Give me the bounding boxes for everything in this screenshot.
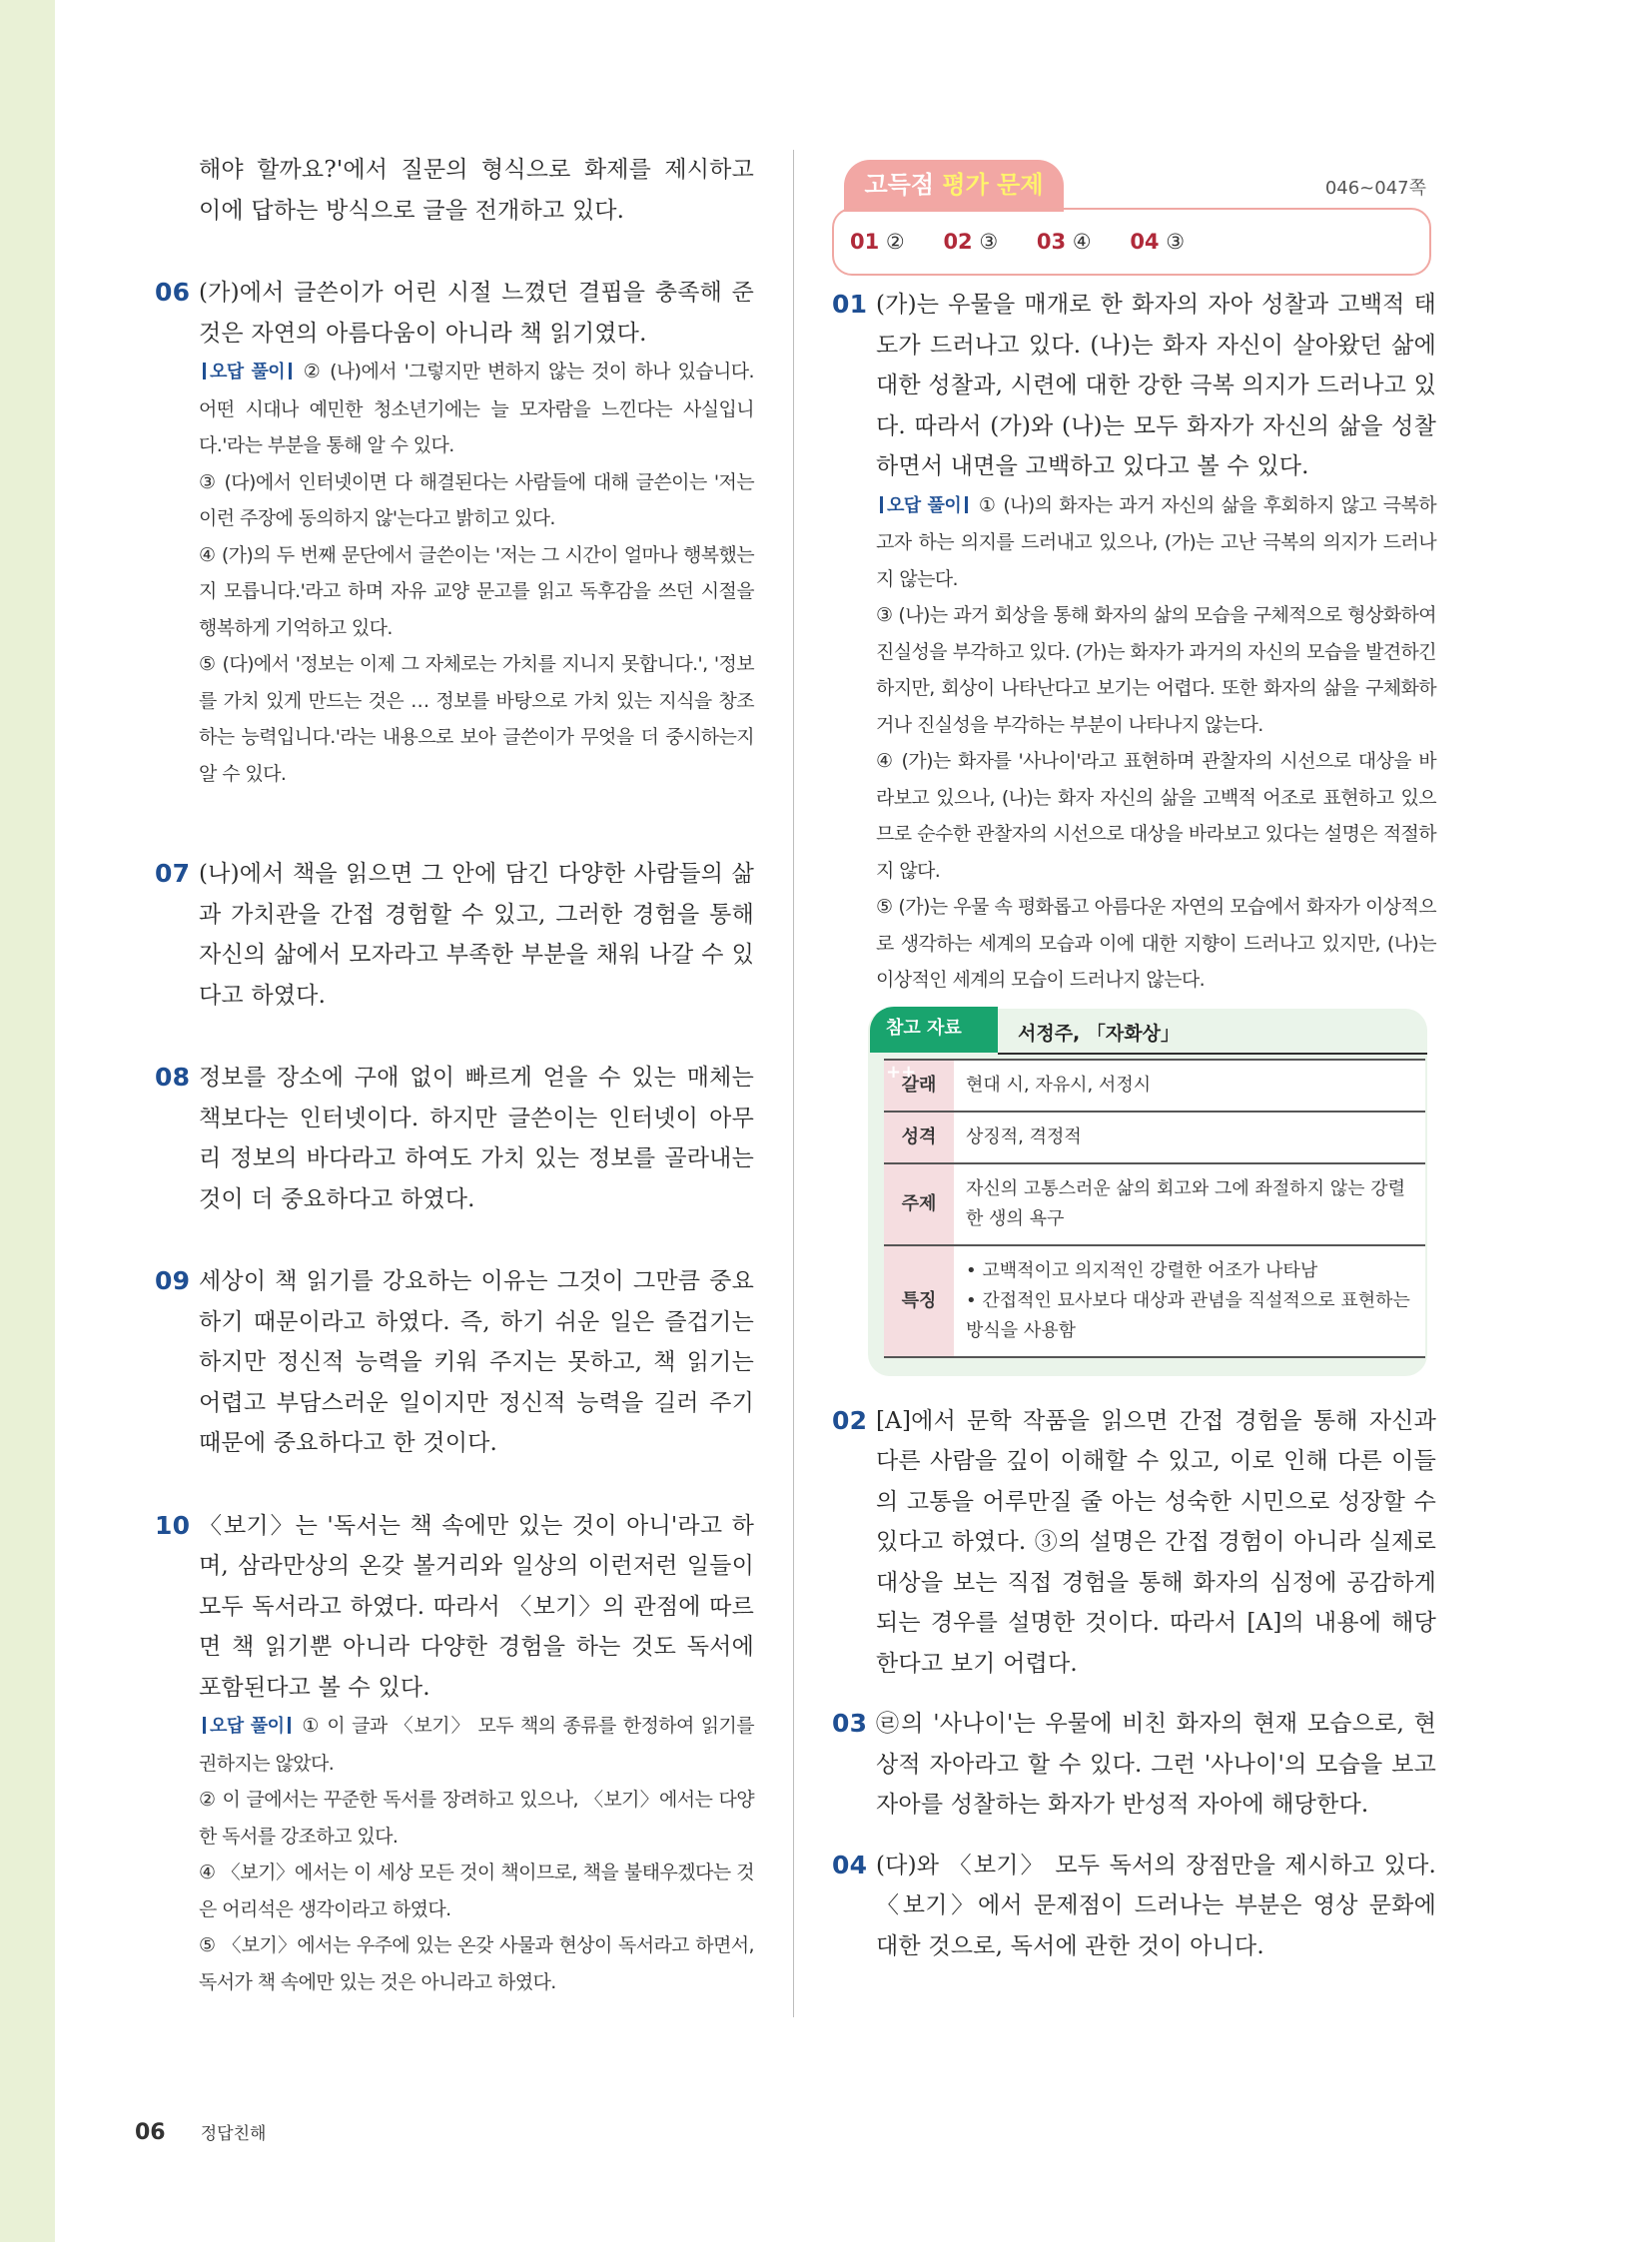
table-row [884,1060,1425,1112]
answer-text: (가)에서 글쓴이가 어린 시절 느꼈던 결핍을 충족해 준 것은 자연의 아름다움이 아니라 책 읽기였다. [199,280,754,347]
answer-number: 10 [155,1510,191,1540]
answer-key-item: 01 ② [850,230,905,254]
answer-05-continued [155,150,754,231]
answer-text: (다)와 〈보기〉 모두 독서의 장점만을 제시하고 있다. 〈보기〉에서 문제점이 드러나는 부분은 영상 문화에 대한 것으로, 독서에 관한 것이 아니다. [876,1852,1436,1959]
answer-r02 [832,1401,1436,1685]
answer-key-item: 03 ④ [1036,230,1092,254]
left-margin-band [0,0,55,2242]
row-heading: 특징 [884,1245,954,1357]
note-item: ③ (나)는 과거 회상을 통해 화자의 삶의 모습을 구체적으로 형상화하여 진실성을 부각하고 있다. (가)는 화자가 과거의 자신의 모습을 발견하긴 하지만, 회상이 나타난다고 보기는 어렵다. 또한 화자의 삶을 구체화하거나 진실성을 부각하는 부분이 나타나지 않는다. [876,604,1436,736]
note-item: ⑤ (다)에서 '정보는 이제 그 자체로는 가치를 지니지 못합니다.', '정보를 가치 있게 만드는 것은 … 정보를 바탕으로 가치 있는 지식을 창조하는 능력입니다.'라는 내용으로 보아 글쓴이가 무엇을 더 중시하는지 알 수 있다. [199,653,754,785]
note-item: ⑤ (가)는 우물 속 평화롭고 아름다운 자연의 모습에서 화자가 이상적으로 생각하는 세계의 모습과 이에 대한 지향이 드러나고 있지만, (나)는 이상적인 세계의 모습이 드러나지 않는다. [876,896,1436,991]
answer-number: 09 [155,1266,191,1295]
answer-text: 〈보기〉는 '독서는 책 속에만 있는 것이 아니'라고 하며, 삼라만상의 온갖 볼거리와 일상의 이런저런 일들이 모두 독서라고 하였다. 따라서 〈보기〉의 관점에 따르면 책 읽기뿐 아니라 다양한 경험을 하는 것도 독서에 포함된다고 볼 수 있다. [199,1512,754,1701]
section-name: 정답친해 [200,2124,267,2144]
list-item: • 고백적이고 의지적인 강렬한 어조가 나타남 [966,1259,1318,1281]
page-number: 06 [135,2120,166,2145]
right-column [832,160,1436,1966]
note-item: ④ (가)의 두 번째 문단에서 글쓴이는 '저는 그 시간이 얼마나 행복했는지 모릅니다.'라고 하며 자유 교양 문고를 읽고 독후감을 쓰던 시절을 행복하게 기억하고 있다. [199,543,754,639]
answer-06 [155,273,754,792]
answer-r04 [832,1846,1436,1967]
section-title: 고득점 평가 문제 [844,160,1064,212]
note-item: ④ (가)는 화자를 '사나이'라고 표현하며 관찰자의 시선으로 대상을 바라보고 있으나, (나)는 화자 자신의 삶을 고백적 어조로 표현하고 있으므로 순수한 관찰자의 시선으로 대상을 바라보고 있다는 설명은 적절하지 않다. [876,750,1436,882]
answer-number: 07 [155,859,191,888]
answer-r03 [832,1704,1436,1826]
reference-title-rule [998,1053,1427,1055]
answer-text: (나)에서 책을 읽으면 그 안에 담긴 다양한 사람들의 삶과 가치관을 간접 경험할 수 있고, 그러한 경험을 통해 자신의 삶에서 모자라고 부족한 부분을 채워 나갈 수 있다고 하였다. [199,861,754,1009]
row-heading: 성격 [884,1112,954,1163]
note-item: ② 이 글에서는 꾸준한 독서를 장려하고 있으나, 〈보기〉에서는 다양한 독서를 강조하고 있다. [199,1789,754,1848]
answer-number: 08 [155,1063,191,1092]
answer-text: 세상이 책 읽기를 강요하는 이유는 그것이 그만큼 중요하기 때문이라고 하였다. 즉, 하기 쉬운 일은 즐겁기는 하지만 정신적 능력을 키워 주지는 못하고, 책 읽기는 어렵고 부담스러운 일이지만 정신적 능력을 길러 주기 때문에 중요하다고 한 것이다. [199,1268,754,1456]
wrong-answer-notes: 오답 풀이 ① (나)의 화자는 과거 자신의 삶을 후회하지 않고 극복하고자 하는 의지를 드러내고 있으나, (가)는 고난 극복의 의지가 드러나지 않는다. ③ (나)는 과거 회상을 통해 화자의 삶의 모습을 구체적으로 형상화하여 진실성을 부각하고 있다. (가)는 화자가 과거의 자신의 모습을 발견하긴 하지만, 회상이 나타난다고 보기는 어렵다. 또한 화자의 삶을 구체화하거나 진실성을 부각하는 부분이 나타나지 않는다. ④ (가)는 화자를 '사나이'라고 표현하며 관찰자의 시선으로 대상을 바라보고 있으나, (나)는 화자 자신의 삶을 고백적 어조로 표현하고 있으므로 순수한 관찰자의 시선으로 대상을 바라보고 있다는 설명은 적절하지 않다. ⑤ (가)는 우물 속 평화롭고 아름다운 자연의 모습에서 화자가 이상적으로 생각하는 세계의 모습과 이에 대한 지향이 드러나고 있지만, (나)는 이상적인 세계의 모습이 드러나지 않는다. [876,487,1436,999]
page-range: 046~047쪽 [1324,178,1426,199]
answer-text: 정보를 장소에 구애 없이 빠르게 얻을 수 있는 매체는 책보다는 인터넷이다. 하지만 글쓴이는 인터넷이 아무리 정보의 바다라고 하여도 가치 있는 정보를 골라내는 것이 더 중요하다고 하였다. [199,1065,754,1212]
note-item: ③ (다)에서 인터넷이면 다 해결된다는 사람들에 대해 글쓴이는 '저는 이런 주장에 동의하지 않'는다고 밝히고 있다. [199,470,754,529]
reference-table [884,1059,1425,1358]
answer-08 [155,1058,754,1219]
answer-key-item: 02 ③ [943,230,999,254]
row-heading: 주제 [884,1163,954,1245]
reference-box [868,1009,1427,1376]
answer-09 [155,1261,754,1464]
table-row [884,1112,1425,1163]
wrong-answer-tag: 오답 풀이 [199,1716,295,1737]
answer-07 [155,854,754,1016]
table-row [884,1163,1425,1245]
wrong-answer-notes: 오답 풀이 ② (나)에서 '그렇지만 변하지 않는 것이 하나 있습니다. 어떤 시대나 예민한 청소년기에는 늘 모자람을 느낀다는 사실입니다.'라는 부분을 통해 알 수 있다. ③ (다)에서 인터넷이면 다 해결된다는 사람들에 대해 글쓴이는 '저는 이런 주장에 동의하지 않'는다고 밝히고 있다. ④ (가)의 두 번째 문단에서 글쓴이는 '저는 그 시간이 얼마나 행복했는지 모릅니다.'라고 하며 자유 교양 문고를 읽고 독후감을 쓰던 시절을 행복하게 기억하고 있다. ⑤ (다)에서 '정보는 이제 그 자체로는 가치를 지니지 못합니다.', '정보를 가치 있게 만드는 것은 … 정보를 바탕으로 가치 있는 지식을 창조하는 능력입니다.'라는 내용으로 보아 글쓴이가 무엇을 더 중시하는지 알 수 있다. [199,354,754,792]
answer-number: 06 [155,278,191,307]
left-column [155,150,754,2000]
answer-number: 02 [832,1405,868,1435]
answer-number: 04 [832,1850,868,1879]
answer-r01 [832,285,1436,999]
answer-10 [155,1506,754,2001]
note-item: ④ 〈보기〉에서는 이 세상 모든 것이 책이므로, 책을 불태우겠다는 것은 어리석은 생각이라고 하였다. [199,1862,754,1920]
answer-text: 해야 할까요?'에서 질문의 형식으로 화제를 제시하고 이에 답하는 방식으로 글을 전개하고 있다. [199,157,754,224]
row-value [954,1245,1425,1357]
answer-key-box [832,208,1431,276]
note-item: ⑤ 〈보기〉에서는 우주에 있는 온갖 사물과 현상이 독서라고 하면서, 독서가 책 속에만 있는 것은 아니라고 하였다. [199,1934,754,1993]
answer-text: [A]에서 문학 작품을 읽으면 간접 경험을 통해 자신과 다른 사람을 깊이 이해할 수 있고, 이로 인해 다른 이들의 고통을 어루만질 줄 아는 성숙한 시민으로 성장할 수 있다고 하였다. ③의 설명은 간접 경험이 아니라 실제로 대상을 보는 직접 경험을 통해 화자의 심정에 공감하게 되는 경우를 설명한 것이다. 따라서 [A]의 내용에 해당한다고 보기 어렵다. [876,1407,1436,1677]
answer-key-item: 04 ③ [1130,230,1186,254]
wrong-answer-tag: 오답 풀이 [876,495,972,516]
row-value: 상징적, 격정적 [954,1112,1425,1163]
column-divider [793,150,794,2017]
answer-text: (가)는 우물을 매개로 한 화자의 자아 성찰과 고백적 태도가 드러나고 있다. (나)는 화자 자신이 살아왔던 삶에 대한 성찰과, 시련에 대한 강한 극복 의지가 드러나고 있다. 따라서 (가)와 (나)는 모두 화자가 자신의 삶을 성찰하면서 내면을 고백하고 있다고 볼 수 있다. [876,292,1436,479]
reference-badge: 참고 자료 ++ [870,1007,998,1053]
reference-title: 서정주, 「자화상」 [1018,1022,1180,1045]
row-value: 자신의 고통스러운 삶의 회고와 그에 좌절하지 않는 강렬한 생의 욕구 [954,1163,1425,1245]
row-heading: 갈래 [884,1060,954,1112]
answer-number: 03 [832,1709,868,1738]
answer-text: ㉣의 '사나이'는 우물에 비친 화자의 현재 모습으로, 현상적 자아라고 할 수 있다. 그런 '사나이'의 모습을 보고 자아를 성찰하는 화자가 반성적 자아에 해당한다. [876,1711,1436,1818]
row-value: 현대 시, 자유시, 서정시 [954,1060,1425,1112]
list-item: • 간접적인 묘사보다 대상과 관념을 직설적으로 표현하는 방식을 사용함 [966,1289,1410,1341]
answer-number: 01 [832,290,868,319]
table-row [884,1245,1425,1357]
wrong-answer-tag: 오답 풀이 [199,362,296,382]
page-footer [135,2119,266,2145]
wrong-answer-notes: 오답 풀이 ① 이 글과 〈보기〉 모두 책의 종류를 한정하여 읽기를 권하지는 않았다. ② 이 글에서는 꾸준한 독서를 장려하고 있으나, 〈보기〉에서는 다양한 독서를 강조하고 있다. ④ 〈보기〉에서는 이 세상 모든 것이 책이므로, 책을 불태우겠다는 것은 어리석은 생각이라고 하였다. ⑤ 〈보기〉에서는 우주에 있는 온갖 사물과 현상이 독서라고 하면서, 독서가 책 속에만 있는 것은 아니라고 하였다. [199,1708,754,2000]
section-header [832,160,1436,254]
